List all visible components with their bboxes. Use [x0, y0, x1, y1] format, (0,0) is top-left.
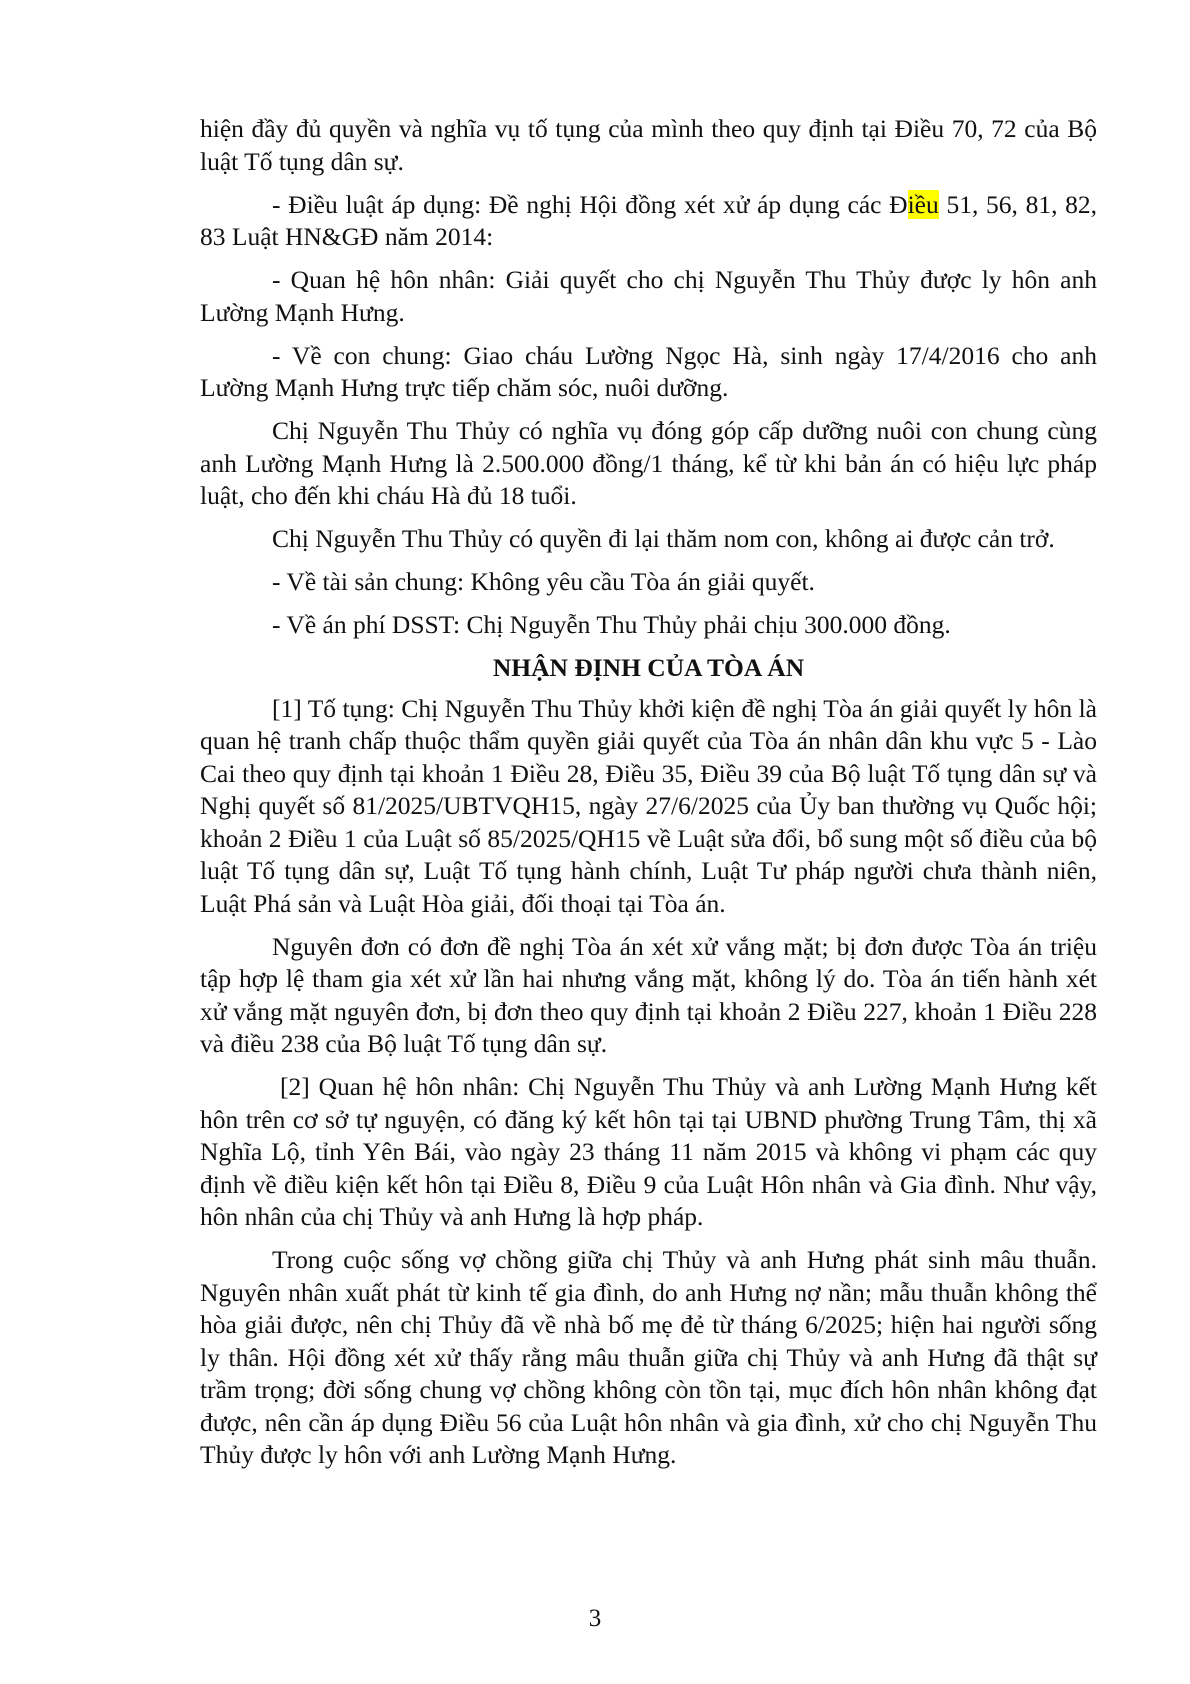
paragraph-court-fee: - Về án phí DSST: Chị Nguyễn Thu Thủy phải chịu 300.000 đồng.: [272, 610, 951, 639]
paragraph-child: - Về con chung: Giao cháu Lường Ngọc Hà, sinh ngày 17/4/2016 cho anh Lường Mạnh Hưng trực tiếp chăm sóc, nuôi dưỡng.: [200, 340, 1097, 402]
paragraph-applicable-law: [200, 189, 1097, 254]
paragraph-property: - Về tài sản chung: Không yêu cầu Tòa án giải quyết.: [272, 567, 815, 596]
finding-absence: Nguyên đơn có đơn đề nghị Tòa án xét xử vắng mặt; bị đơn được Tòa án triệu tập hợp lệ tham gia xét xử lần hai nhưng vắng mặt, không lý do. Tòa án tiến hành xét xử vắng mặt nguyên đơn, bị đơn theo quy định tại khoản 2 Điều 227, khoản 1 Điều 228 và điều 238 của Bộ luật Tố tụng dân sự.: [200, 931, 1097, 1058]
section-heading: NHẬN ĐỊNH CỦA TÒA ÁN: [492, 653, 805, 682]
paragraph-visitation: Chị Nguyễn Thu Thủy có quyền đi lại thăm nom con, không ai được cản trở.: [272, 524, 1055, 553]
paragraph-marriage: - Quan hệ hôn nhân: Giải quyết cho chị Nguyễn Thu Thủy được ly hôn anh Lường Mạnh Hưng.: [200, 265, 1097, 327]
page-number: 3: [588, 1605, 602, 1632]
finding-marriage: [2] Quan hệ hôn nhân: Chị Nguyễn Thu Thủy và anh Lường Mạnh Hưng kết hôn trên cơ sở tự nguyện, có đăng ký kết hôn tại tại UBND phường Trung Tâm, thị xã Nghĩa Lộ, tỉnh Yên Bái, vào ngày 23 tháng 11 năm 2015 và không vi phạm các quy định về điều kiện kết hôn tại Điều 8, Điều 9 của Luật Hôn nhân và Gia đình. Như vậy, hôn nhân của chị Thủy và anh Hưng là hợp pháp.: [200, 1072, 1097, 1231]
finding-conflict: Trong cuộc sống vợ chồng giữa chị Thủy và anh Hưng phát sinh mâu thuẫn. Nguyên nhân xuất phát từ kinh tế gia đình, do anh Hưng nợ nần; mẫu thuẫn không thể hòa giải được, nên chị Thủy đã về nhà bố mẹ đẻ từ tháng 6/2025; hiện hai người sống ly thân. Hội đồng xét xử thấy rằng mâu thuẫn giữa chị Thủy và anh Hưng đã thật sự trầm trọng; đời sống chung vợ chồng không còn tồn tại, mục đích hôn nhân không đạt được, nên cần áp dụng Điều 56 của Luật hôn nhân và gia đình, xử cho chị Nguyễn Thu Thủy được ly hôn với anh Lường Mạnh Hưng.: [200, 1245, 1097, 1469]
finding-procedure: [1] Tố tụng: Chị Nguyễn Thu Thủy khởi kiện đề nghị Tòa án giải quyết ly hôn là quan hệ tranh chấp thuộc thẩm quyền giải quyết của Tòa án nhân dân khu vực 5 - Lào Cai theo quy định tại khoản 1 Điều 28, Điều 35, Điều 39 của Bộ luật Tố tụng dân sự và Nghị quyết số 81/2025/UBTVQH15, ngày 27/6/2025 của Ủy ban thường vụ Quốc hội; khoản 2 Điều 1 của Luật số 85/2025/QH15 về Luật sửa đổi, bổ sung một số điều của bộ luật Tố tụng dân sự, Luật Tố tụng hành chính, Luật Tư pháp người chưa thành niên, Luật Phá sản và Luật Hòa giải, đối thoại tại Tòa án.: [200, 693, 1097, 918]
highlighted-text: iều: [907, 189, 939, 219]
paragraph-continuation: hiện đầy đủ quyền và nghĩa vụ tố tụng của mình theo quy định tại Điều 70, 72 của Bộ luật Tố tụng dân sự.: [200, 114, 1097, 176]
text-run: 51, 56, 81, 82, 83 Luật HN&GĐ năm 2014:: [200, 189, 1098, 251]
paragraph-child-support: Chị Nguyễn Thu Thủy có nghĩa vụ đóng góp cấp dưỡng nuôi con chung cùng anh Lường Mạnh Hưng là 2.500.000 đồng/1 tháng, kể từ khi bản án có hiệu lực pháp luật, cho đến khi cháu Hà đủ 18 tuổi.: [200, 416, 1097, 510]
document-page: [200, 113, 1097, 1482]
text-run: - Điều luật áp dụng: Đề nghị Hội đồng xét xử áp dụng các Đ: [272, 189, 908, 219]
